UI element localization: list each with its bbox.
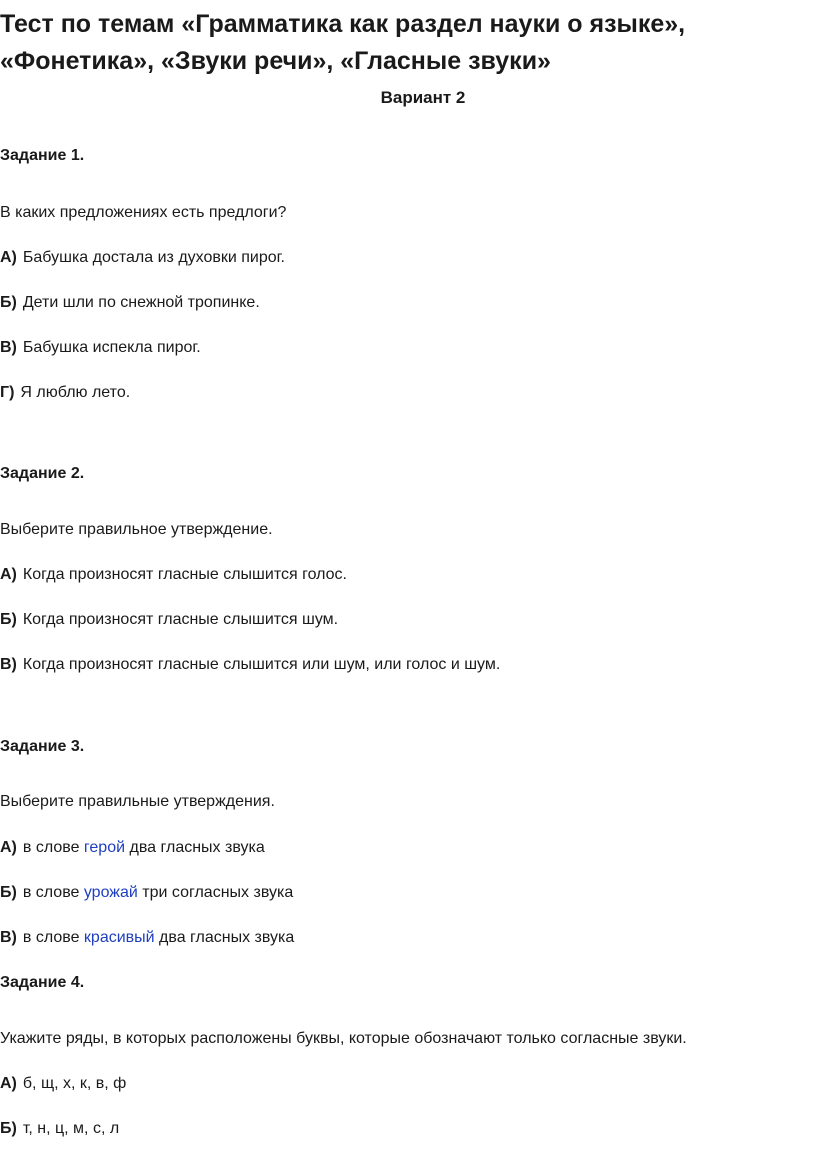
option-text-suffix: три согласных звука xyxy=(142,884,294,901)
option-letter: А) xyxy=(0,566,17,583)
task-1-option-b xyxy=(0,292,260,314)
option-letter: Г) xyxy=(0,384,15,401)
option-letter: А) xyxy=(0,249,17,266)
option-text: Когда произносят гласные слышится голос. xyxy=(22,566,347,583)
task-3-option-a xyxy=(0,837,265,859)
option-text: т, н, ц, м, с, л xyxy=(22,1120,120,1137)
option-text-suffix: два гласных звука xyxy=(129,839,265,856)
task-2-option-a xyxy=(0,564,347,586)
option-text: Бабушка достала из духовки пирог. xyxy=(22,249,285,266)
highlighted-word: красивый xyxy=(83,929,155,946)
option-text: Когда произносят гласные слышится шум. xyxy=(22,611,339,628)
option-text-suffix: два гласных звука xyxy=(159,929,295,946)
task-2-option-c xyxy=(0,654,500,676)
task-4-title: Задание 4. xyxy=(0,974,85,991)
document-title: Тест по темам «Грамматика как раздел науки о языке», «Фонетика», «Звуки речи», «Гласные звуки» xyxy=(0,10,686,75)
option-text-prefix: в слове xyxy=(22,839,80,856)
option-letter: Б) xyxy=(0,884,17,901)
option-text-prefix: в слове xyxy=(22,884,80,901)
option-letter: В) xyxy=(0,929,17,946)
task-1-question: В каких предложениях есть предлоги? xyxy=(0,204,287,221)
task-1-title: Задание 1. xyxy=(0,147,85,164)
option-letter: Б) xyxy=(0,1120,17,1137)
option-text: Когда произносят гласные слышится или шум, или голос и шум. xyxy=(22,656,501,673)
option-letter: А) xyxy=(0,839,17,856)
variant-label: Вариант 2 xyxy=(380,88,466,107)
option-letter: В) xyxy=(0,656,17,673)
option-letter: В) xyxy=(0,339,17,356)
option-text: Я люблю лето. xyxy=(20,384,131,401)
option-text: б, щ, х, к, в, ф xyxy=(22,1075,127,1092)
task-3-option-b xyxy=(0,882,293,904)
task-4-question: Укажите ряды, в которых расположены буквы, которые обозначают только согласные звуки. xyxy=(0,1030,687,1047)
task-1-option-c xyxy=(0,337,201,359)
task-3-question: Выберите правильные утверждения. xyxy=(0,793,275,810)
task-2-option-b xyxy=(0,609,338,631)
task-3-title: Задание 3. xyxy=(0,738,85,755)
option-letter: А) xyxy=(0,1075,17,1092)
option-letter: Б) xyxy=(0,294,17,311)
task-4-option-b xyxy=(0,1118,119,1140)
task-2-title: Задание 2. xyxy=(0,465,85,482)
option-letter: Б) xyxy=(0,611,17,628)
task-1-option-d xyxy=(0,382,130,404)
task-4-option-a xyxy=(0,1073,126,1095)
option-text: Дети шли по снежной тропинке. xyxy=(22,294,260,311)
highlighted-word: урожай xyxy=(83,884,138,901)
task-3-option-c xyxy=(0,927,294,949)
option-text-prefix: в слове xyxy=(22,929,80,946)
highlighted-word: герой xyxy=(83,839,126,856)
task-1-option-a xyxy=(0,247,285,269)
option-text: Бабушка испекла пирог. xyxy=(22,339,201,356)
task-2-question: Выберите правильное утверждение. xyxy=(0,521,273,538)
